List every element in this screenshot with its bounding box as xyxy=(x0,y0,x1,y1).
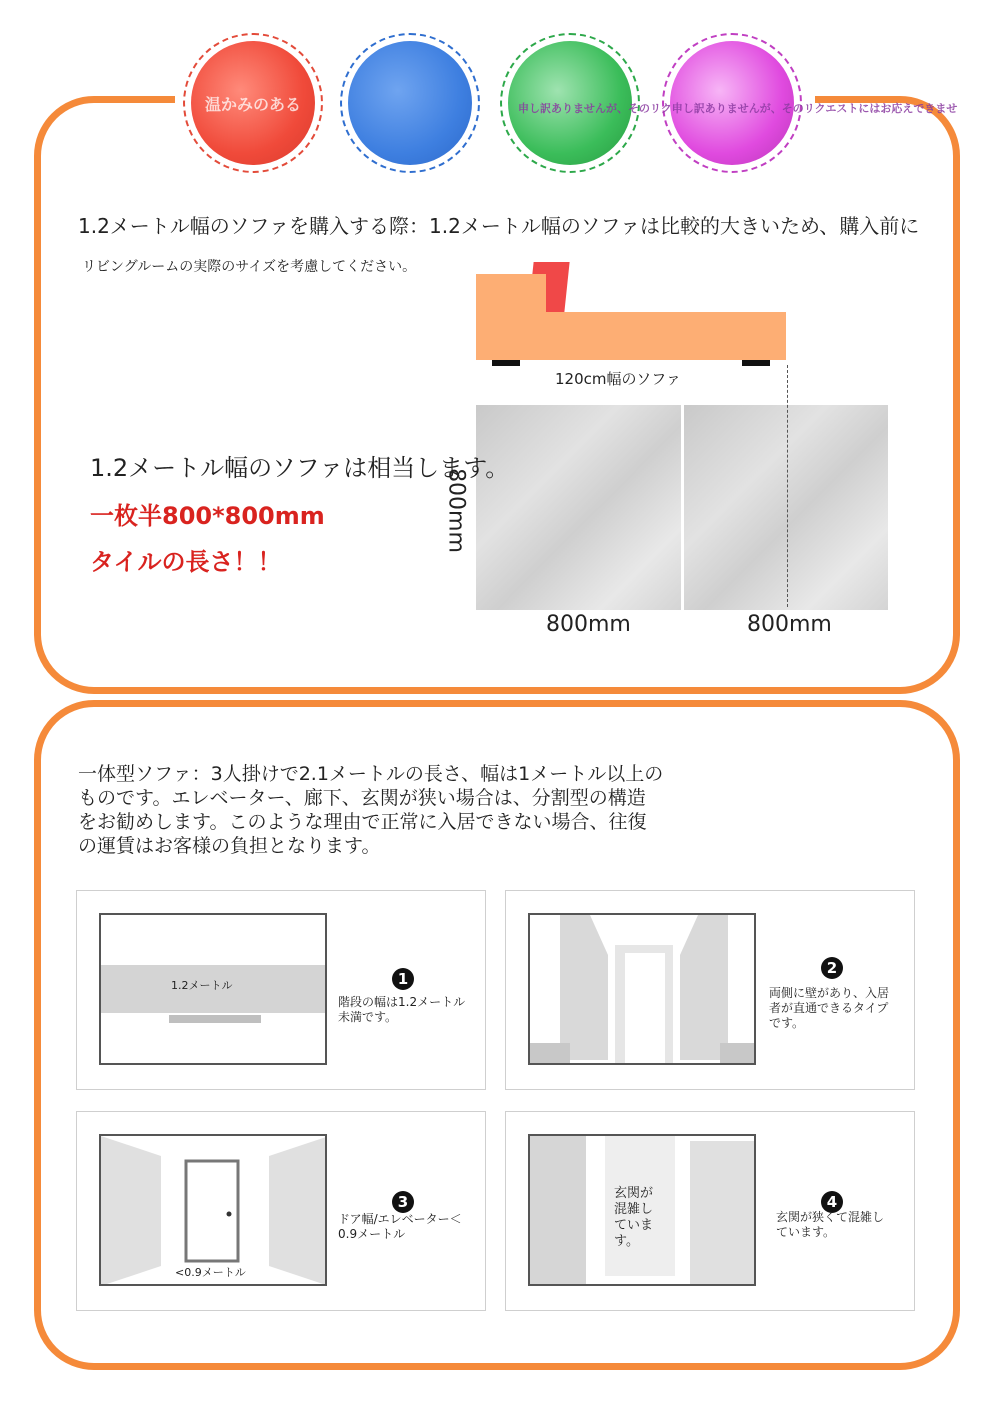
number-badge-1: 1 xyxy=(392,968,414,990)
card-text: ドア幅/エレベーター＜0.9メートル xyxy=(338,1212,462,1241)
sofa-label: 120cm幅のソファ xyxy=(555,370,681,388)
stair-step xyxy=(169,1015,261,1023)
card-door xyxy=(76,1111,486,1311)
entrance-right-wall xyxy=(690,1141,756,1286)
stairs-illustration xyxy=(99,913,327,1065)
tile-length: タイルの長さ！！ xyxy=(90,548,282,576)
card-text: 両側に壁があり、入居者が直通できるタイプです。 xyxy=(769,986,890,1030)
door-width-label: <0.9メートル xyxy=(175,1266,246,1279)
entrance-illustration xyxy=(528,1134,756,1286)
card-text: 玄関が狭くて混雑しています。 xyxy=(776,1210,885,1239)
dim-right: 800mm xyxy=(747,612,832,637)
header-circle-warm xyxy=(183,33,323,173)
card-hallway xyxy=(505,890,915,1090)
sofa-back xyxy=(476,274,546,314)
sofa-leg-right xyxy=(742,360,770,366)
circle-label: 温かみのある xyxy=(204,94,301,114)
card-text: 階段の幅は1.2メートル未満です。 xyxy=(338,995,466,1024)
number-badge-2: 2 xyxy=(821,957,843,979)
tile-note: 一枚半800*800mm xyxy=(90,502,325,530)
sofa-illustration xyxy=(476,262,788,372)
paragraph-line: をお勧めします。このような理由で正常に入居できない場合、往復 xyxy=(78,811,647,833)
card-entrance xyxy=(505,1111,915,1311)
section1-headline: 1.2メートル幅のソファを購入する際：1.2メートル幅のソファは比較的大きいため、購入前に xyxy=(78,214,920,238)
hallway-illustration xyxy=(528,913,756,1065)
number-badge-3: 3 xyxy=(392,1191,414,1213)
tile-left xyxy=(476,405,681,610)
section2-paragraph xyxy=(78,762,663,858)
section1-subline: リビングルームの実際のサイズを考慮してください。 xyxy=(82,259,417,275)
stairs-label: 1.2メートル xyxy=(171,979,233,992)
hallway-drawing xyxy=(530,915,756,1065)
paragraph-line: 一体型ソファ：3人掛けで2.1メートルの長さ、幅は1メートル以上の xyxy=(78,763,664,785)
paragraph-line: ものです。エレベーター、廊下、玄関が狭い場合は、分割型の構造 xyxy=(78,787,646,809)
door-illustration xyxy=(99,1134,327,1286)
sofa-leg-left xyxy=(492,360,520,366)
card-stairs xyxy=(76,890,486,1090)
sofa-width-marker xyxy=(787,365,788,607)
paragraph-line: の運賃はお客様の負担となります。 xyxy=(78,835,381,857)
tile-equivalent-text: 1.2メートル幅のソファは相当します。 xyxy=(90,454,510,482)
entrance-left-wall xyxy=(530,1136,586,1286)
tile-right xyxy=(684,405,888,610)
header-overlay-text: 申し訳ありませんが、そのリク申し訳ありませんが、そのリクエストにはお応えできませ xyxy=(518,102,958,115)
dim-left: 800mm xyxy=(546,612,631,637)
dim-vertical: 800mm xyxy=(443,468,469,553)
number-badge-4: 4 xyxy=(821,1191,843,1213)
entrance-label: 玄関が混雑しています。 xyxy=(614,1186,654,1249)
header-circle-blue xyxy=(340,33,480,173)
sofa-seat xyxy=(476,312,786,360)
